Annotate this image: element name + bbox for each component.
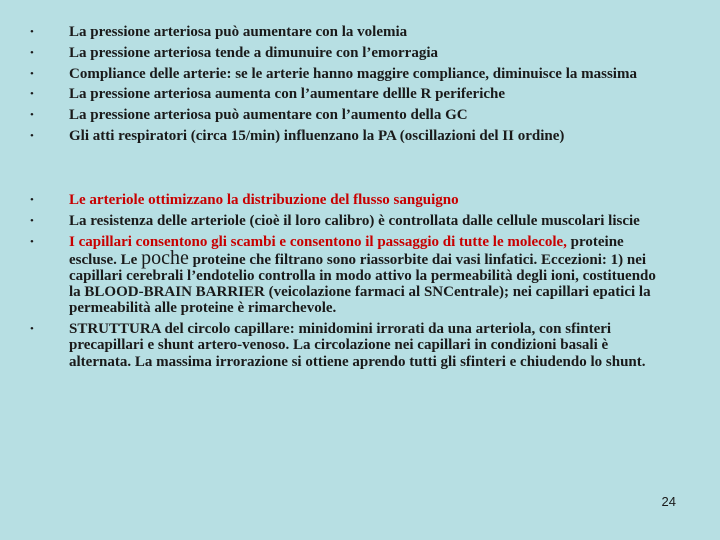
bullet-text: La pressione arteriosa può aumentare con la volemia <box>69 24 408 40</box>
bullet-icon: • <box>30 67 34 80</box>
bullet-text: La pressione arteriosa tende a dimunuire con l’emorragia <box>69 44 438 61</box>
bullet-item <box>30 86 670 102</box>
bullet-icon: • <box>30 194 34 206</box>
bullet-item <box>30 24 670 40</box>
bullet-text: Gli atti respiratori (circa 15/min) influenzano la PA (oscillazioni del II ordine) <box>69 127 565 144</box>
bullet-text-highlight: I capillari consentono gli scambi e consentono il passaggio di tutte le molecole, <box>69 233 567 250</box>
bullet-text: La resistenza delle arteriole (cioè il loro calibro) è controllata dalle cellule muscolari liscie <box>69 212 640 229</box>
bullet-item <box>30 107 670 123</box>
page-number: 24 <box>661 494 676 509</box>
bullet-icon: • <box>30 88 34 101</box>
bullet-list-pressure <box>30 24 670 149</box>
bullet-text: proteine che filtrano sono riassorbite dai vasi linfatici. Eccezioni: 1) nei capillari cerebrali l’endotelio controlla in modo attivo la permeabilità degli ioni, costituendo la BLOOD-BRAIN BARRIER (veicolazione farmaci al SNCentrale); nei capillari epatici la permeabilità alle proteine è rimarchevole. <box>69 251 656 317</box>
bullet-text: La pressione arteriosa può aumentare con l’aumento della GC <box>69 107 468 124</box>
bullet-item <box>30 234 670 317</box>
bullet-text: Compliance delle arterie: se le arterie hanno maggire compliance, diminuisce la massima <box>69 65 637 82</box>
bullet-text: STRUTTURA del circolo capillare: minidomini irrorati da una arteriola, con sfinteri precapillari e shunt artero-venoso. La circolazione nei capillari in condizioni basali è alternata. La massima irrorazione si ottiene aprendo tutti gli sfinteri e chiudendo lo shunt. <box>69 321 646 370</box>
bullet-item <box>30 213 670 229</box>
bullet-item <box>30 66 670 82</box>
bullet-icon: • <box>30 323 34 336</box>
bullet-icon: • <box>30 26 34 38</box>
bullet-item <box>30 128 670 144</box>
bullet-item <box>30 45 670 61</box>
bullet-text-large: poche <box>141 246 189 269</box>
bullet-text: proteine escluse. Le <box>69 233 624 268</box>
bullet-item <box>30 321 670 370</box>
bullet-list-microcirculation <box>30 192 670 374</box>
bullet-text: La pressione arteriosa aumenta con l’aumentare dellle R periferiche <box>69 86 506 103</box>
bullet-icon: • <box>30 109 34 122</box>
bullet-item <box>30 192 670 208</box>
bullet-icon: • <box>30 214 34 227</box>
bullet-text-highlight: Le arteriole ottimizzano la distribuzione del flusso sanguigno <box>69 192 459 208</box>
bullet-icon: • <box>30 46 34 59</box>
bullet-icon: • <box>30 235 34 248</box>
bullet-icon: • <box>30 129 34 142</box>
